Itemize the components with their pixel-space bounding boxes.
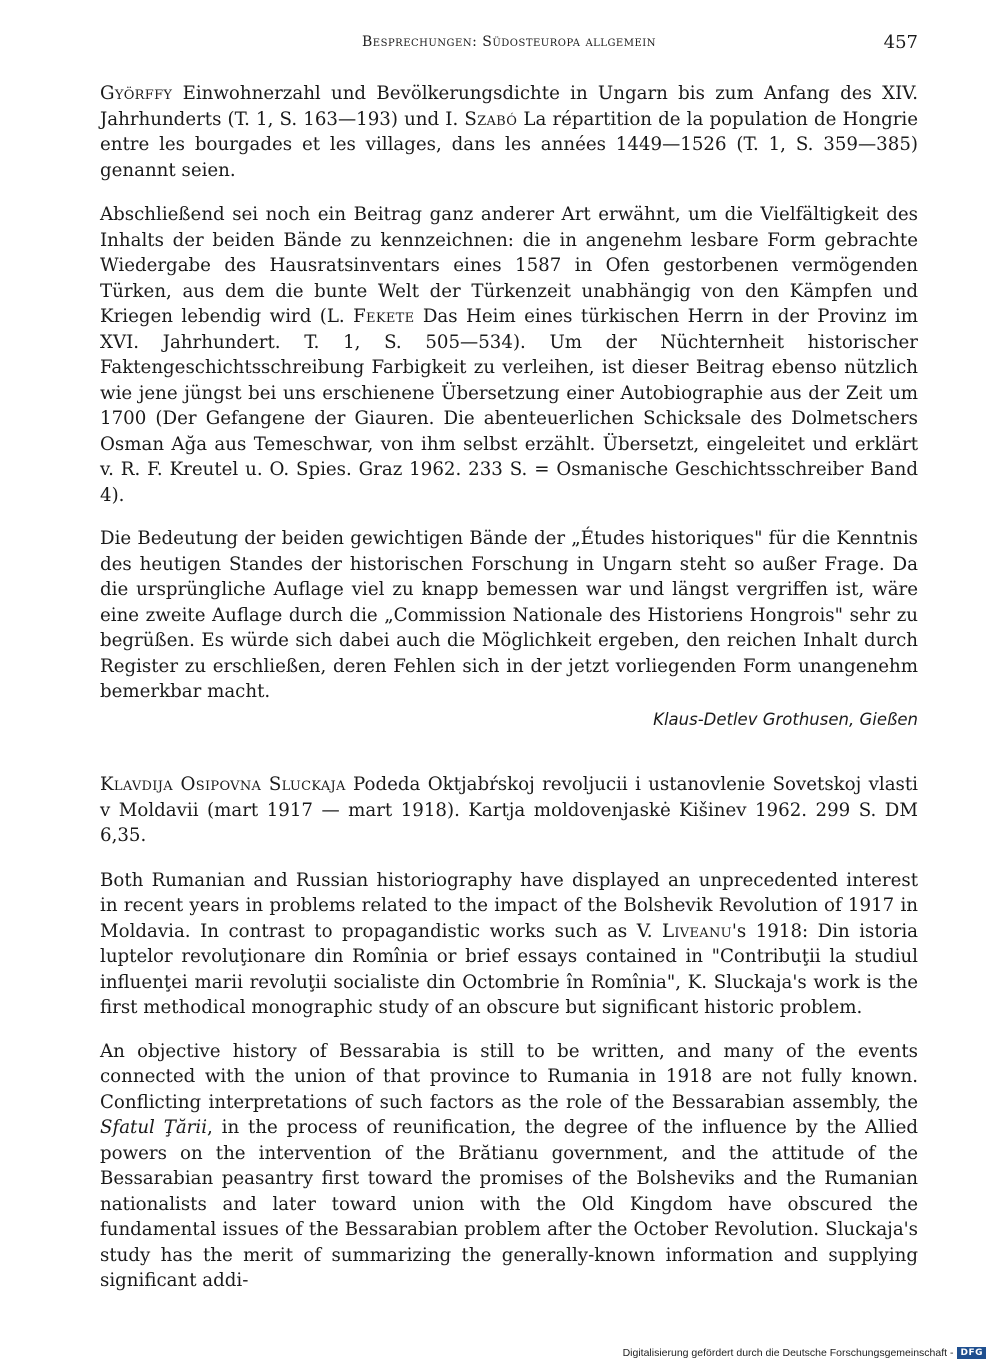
footer-text: Digitalisierung gefördert durch die Deutsche Forschungsgemeinschaft - — [622, 1347, 954, 1359]
body-text — [100, 81, 918, 1294]
dfg-logo: DFG — [957, 1347, 986, 1359]
paragraph-text: Einwohnerzahl und Bevölkerungsdichte in Ungarn bis zum Anfang des XIV. Jahrhunderts (T. 1, S. 163—193) und I. — [100, 83, 918, 130]
paragraph-text: Das Heim eines türkischen Herrn in der Provinz im XVI. Jahrhundert. T. 1, S. 505—534). Um der Nüchternheit historischer Faktengeschichtsschreibung Farbigkeit zu verleihen, ist dieser Beitrag ebenso nützlich wie jene jüngst bei uns erschienene Übersetzung einer Autobiographie aus der Zeit um 1700 (Der Gefangene der Giauren. Die abenteuerlichen Schicksale des Dolmetschers Osman Ağa aus Temeschwar, von ihm selbst erzählt. Übersetzt, eingeleitet und erklärt v. R. F. Kreutel u. O. Spies. Graz 1962. 233 S. = Osmanische Geschichtsschreiber Band 4). — [100, 306, 918, 506]
paragraph-5 — [100, 1039, 918, 1294]
digitization-footer — [623, 1347, 986, 1359]
paragraph-1 — [100, 81, 918, 183]
author-name: Györffy — [100, 83, 173, 104]
paragraph-2 — [100, 202, 918, 508]
paragraph-4 — [100, 868, 918, 1021]
page-header — [100, 34, 918, 54]
paragraph-3: Die Bedeutung der beiden gewichtigen Bände der „Études historiques" für die Kenntnis des heutigen Standes der historischen Forschung in Ungarn steht so außer Frage. Da die ursprüngliche Auflage viel zu knapp bemessen war und längst vergriffen ist, wäre eine zweite Auflage durch die „Commission Nationale des Historiens Hongrois" sehr zu begrüßen. Es würde sich dabei auch die Möglichkeit ergeben, den reichen Inhalt durch Register zu erschließen, deren Fehlen sich in der jetzt vorliegenden Form unangenehm bemerkbar macht. — [100, 528, 918, 702]
reviewer-signature: Klaus-Detlev Grothusen, Gießen — [653, 709, 918, 729]
citation-text: Podeda Oktjabŕskoj revoljucii i ustanovlenie Sovetskoj vlasti v Moldavii (mart 1917 — mart 1918). Kartja moldovenjaskė Kišinev 1962. 299 S. DM 6,35. — [100, 774, 919, 846]
author-name: Liveanu — [661, 920, 732, 942]
running-head: Besprechungen: Südosteuropa allgemein — [362, 34, 656, 50]
author-name: Klavdija Osipovna Sluckaja — [100, 774, 346, 795]
paragraph-text: An objective history of Bessarabia is still to be written, and many of the events connected with the union of that province to Rumania in 1918 are not fully known. Conflicting interpretations of such factors as the role of the Bessarabian assembly, the — [100, 1040, 918, 1113]
italic-title: Sfatul Ţării — [100, 1117, 208, 1138]
page-number: 457 — [883, 32, 918, 53]
author-name: Fekete — [353, 306, 415, 327]
paragraph-text: Both Rumanian and Russian historiography have displayed an unprecedented interest in recent years in problems related to the impact of the Bolshevik Revolution of 1917 in Moldavia. In contrast to propagandistic works such as V. — [100, 869, 918, 942]
author-name: Szabó — [464, 108, 518, 130]
paragraph-text: La répartition de la population de Hongrie entre les bourgades et les villages, dans les années 1449—1526 (T. 1, S. 359—385) genannt seien. — [100, 108, 918, 181]
paragraph-text: Abschließend sei noch ein Beitrag ganz anderer Art erwähnt, um die Vielfältigkeit des Inhalts der beiden Bände zu kennzeichnen: die in angenehm lesbare Form gebrachte Wiedergabe des Hausratsinventars eines 1587 in Ofen gestorbenen vermögenden Türken, aus dem die bunte Welt der Türkenzeit unabhängig von den Kämpfen und Kriegen lebendig wird (L. — [100, 204, 918, 327]
paragraph-text: 's 1918: Din istoria luptelor revoluţionare din Romînia or brief essays contained in "Contribuţii la studiul influenţei marii revoluţii socialiste din Octombrie în Romînia", K. Sluckaja's work is the first methodical monographic study of an obscure but significant historic problem. — [100, 920, 918, 1018]
paragraph-text: , in the process of reunification, the degree of the influence by the Allied powers on the intervention of the Brătianu government, and the attitude of the Bessarabian peasantry first toward the promises of the Bolsheviks and the Rumanian nationalists and later toward union with the Old Kingdom have obscured the fundamental issues of the Bessarabian problem after the October Revolution. Sluckaja's study has the merit of summarizing the generally-known information and supplying significant addi- — [100, 1117, 918, 1291]
review-heading — [100, 772, 918, 849]
